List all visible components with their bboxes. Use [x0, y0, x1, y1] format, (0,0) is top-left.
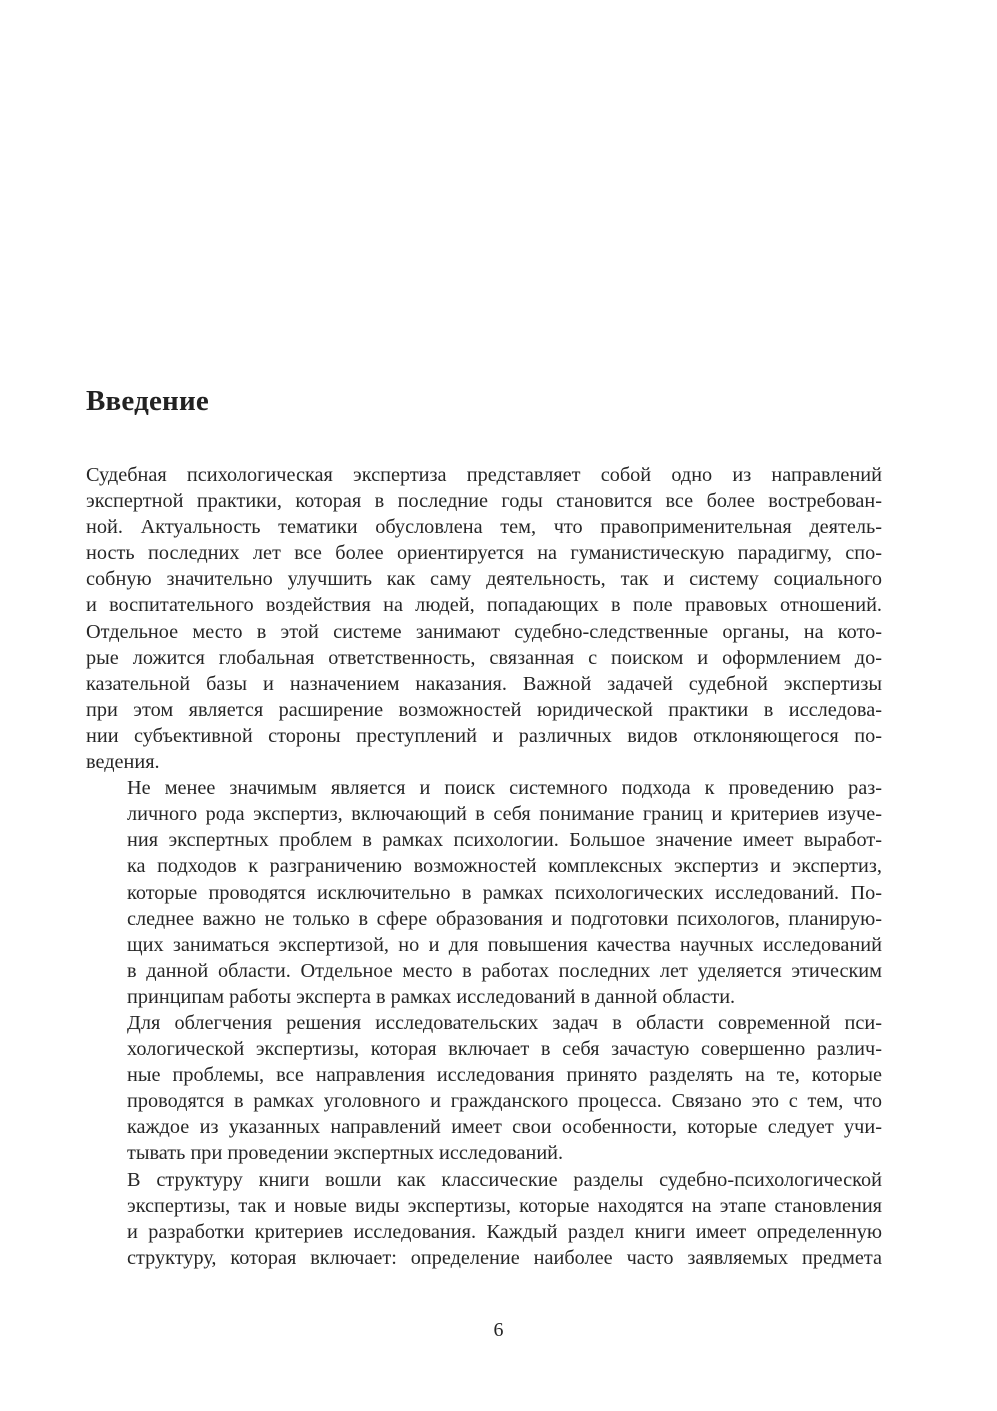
- text-line: ния экспертных проблем в рамках психологии. Большое значение имеет выработ-: [127, 829, 882, 852]
- text-line: рые ложится глобальная ответственность, связанная с поиском и оформлением до-: [86, 646, 882, 669]
- text-line: Судебная психологическая экспертиза представляет собой одно из направлений: [86, 464, 882, 486]
- text-line: ной. Актуальность тематики обусловлена тем, что правоприменительная деятель-: [86, 516, 882, 539]
- text-line: каждое из указанных направлений имеет свои особенности, которые следует учи-: [127, 1116, 882, 1139]
- paragraph: [86, 775, 882, 1010]
- text-line: щих заниматься экспертизой, но и для повышения качества научных исследований: [127, 933, 882, 956]
- text-line: и воспитательного воздействия на людей, попадающих в поле правовых отношений.: [86, 594, 882, 617]
- text-line: Не менее значимым является и поиск системного подхода к проведению раз-: [127, 777, 882, 800]
- text-line: в данной области. Отдельное место в работах последних лет уделяется этическим: [127, 959, 882, 982]
- text-line: казательной базы и назначением наказания. Важной задачей судебной экспертизы: [86, 672, 882, 695]
- page-number: 6: [493, 1319, 504, 1341]
- text-line: тывать при проведении экспертных исследований.: [127, 1142, 564, 1165]
- text-line: ведения.: [86, 751, 160, 774]
- text-line: проводятся в рамках уголовного и гражданского процесса. Связано это с тем, что: [127, 1090, 882, 1113]
- text-line: структуру, которая включает: определение наиболее часто заявляемых предмета: [127, 1246, 882, 1269]
- body-text: [86, 462, 882, 1271]
- text-line: хологической экспертизы, которая включает в себя зачастую совершенно различ-: [127, 1038, 882, 1061]
- text-line: ность последних лет все более ориентируется на гуманистическую парадигму, спо-: [86, 542, 882, 565]
- text-line: которые проводятся исключительно в рамках психологических исследований. По-: [127, 881, 882, 904]
- text-line: Для облегчения решения исследовательских задач в области современной пси-: [127, 1011, 882, 1034]
- text-line: при этом является расширение возможностей юридической практики в исследова-: [86, 698, 882, 721]
- text-line: собную значительно улучшить как саму деятельность, так и систему социального: [86, 568, 882, 591]
- text-line: экспертизы, так и новые виды экспертизы, которые находятся на этапе становления: [127, 1194, 882, 1217]
- text-line: следнее важно не только в сфере образования и подготовки психологов, планирую-: [127, 907, 882, 930]
- text-line: ные проблемы, все направления исследования принято разделять на те, которые: [127, 1064, 882, 1087]
- text-line: принципам работы эксперта в рамках исследований в данной области.: [127, 985, 736, 1008]
- text-line: и разработки критериев исследования. Каждый раздел книги имеет определенную: [127, 1220, 882, 1243]
- paragraph: [86, 1167, 882, 1271]
- text-line: нии субъективной стороны преступлений и различных видов отклоняющегося по-: [86, 724, 882, 747]
- text-line: В структуру книги вошли как классические разделы судебно-психологической: [127, 1168, 882, 1191]
- paragraph: [86, 1010, 882, 1167]
- paragraph: [86, 462, 882, 775]
- text-line: личного рода экспертиз, включающий в себя понимание границ и критериев изуче-: [127, 803, 882, 826]
- text-line: Отдельное место в этой системе занимают судебно-следственные органы, на кото-: [86, 620, 882, 643]
- page-title: Введение: [86, 385, 209, 417]
- text-line: ка подходов к разграничению возможностей комплексных экспертиз и экспертиз,: [127, 855, 882, 878]
- text-line: экспертной практики, которая в последние годы становится все более востребован-: [86, 490, 882, 513]
